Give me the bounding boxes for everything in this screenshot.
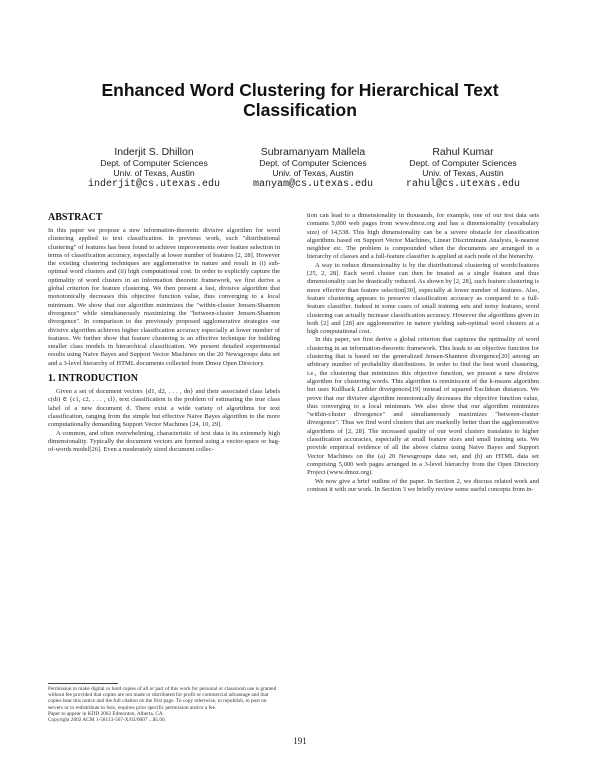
abstract-text: In this paper we propose a new information-theoretic divisive algorithm for word clustering applied to text classification. In previous work, such "distributional clustering" of features has been found to achieve improvements over feature selection in terms of classification accuracy, especially at lower number of features [2, 28]. However the existing clustering techniques are agglomerative in nature and result in (i) sub-optimal word clusters and (ii) high computational cost. In order to explicitly capture the optimality of word clusters in an information theoretic framework, we first derive a global criterion for feature clustering. We then present a fast, divisive algorithm that monotonically decreases this objective function value, thus converging to a local minimum. We show that our algorithm minimizes the "within-cluster Jensen-Shannon divergence" while simultaneously maximizing the "between-cluster Jensen-Shannon divergence". In comparison to the previously proposed agglomerative strategies our divisive algorithm achieves higher classification accuracy especially at lower number of features. We further show that feature clustering is an effective technique for building smaller class models in hierarchical classification. We present detailed experimental results using Naive Bayes and Support Vector Machines on the 20 Newsgroups data set and a 3-level hierarchy of HTML documents collected from Dmoz Open Directory. bbox=[48, 227, 280, 367]
author-univ: Univ. of Texas, Austin bbox=[272, 168, 354, 178]
abstract-heading: ABSTRACT bbox=[48, 212, 103, 223]
author-univ: Univ. of Texas, Austin bbox=[422, 168, 504, 178]
body-paragraph-2: A way to reduce dimensionality is by the distributional clustering of words/features [25, 2, 28]. Each word cluster can then be treated as a single feature and thus dimensionality can be drastically reduced. As shown by [2, 28], such feature clustering is more effective than feature selection[30], especially at lower number of features. Also, feature clustering appears to preserve classification accuracy as compared to a full-feature classifier. Indeed in some cases of small training sets and noisy features, word clustering can actually increase classification accuracy. However the algorithms given in both [2] and [28] are agglomerative in nature yielding sub-optimal word clusters at a high computational cost. bbox=[307, 261, 539, 336]
author-email: rahul@cs.utexas.edu bbox=[405, 179, 520, 190]
author-3 bbox=[406, 146, 520, 191]
author-dept: Dept. of Computer Sciences bbox=[100, 158, 208, 168]
author-1 bbox=[88, 146, 220, 191]
author-email: manyam@cs.utexas.edu bbox=[252, 179, 374, 190]
intro-paragraph-1: Given a set of document vectors {d1, d2, . . . , dn} and their associated class labels c(di) ∈ {c1, c2, . . . , cl}, text classification is the problem of estimating the true class label of a new document d. There exist a wide variety of algorithms for text classification, ranging from the simple but effective Naive Bayes algorithm to the more computationally demanding Support Vector Machines [24, 10, 29]. bbox=[48, 388, 280, 429]
body-paragraph-1: tion can lead to a dimensionality in thousands, for example, one of our test data sets contains 5,000 web pages from www.dmoz.org and has a dimensionality (vocabulary size) of 14,538. This high dimensionality can be a severe obstacle for classification algorithms based on Support Vector Machines, Linear Discriminant Analysis, k-nearest neighbor etc. The problem is compounded when the documents are arranged in a hierarchy of classes and a full-feature classifier is applied at each node of the hierarchy. bbox=[307, 212, 539, 261]
author-name: Inderjit S. Dhillon bbox=[114, 146, 194, 158]
permission-notice: Permission to make digital or hard copies of all or part of this work for personal or classroom use is granted without fee provided that copies are not made or distributed for profit or commercial advantage and that copies bear this notice and the full citation on the first page. To copy otherwise, to republish, to post on servers or to redistribute to lists, requires prior specific permission and/or a fee. bbox=[48, 686, 277, 711]
intro-heading: 1. INTRODUCTION bbox=[48, 373, 139, 385]
body-paragraph-4: We now give a brief outline of the paper. In Section 2, we discuss related work and contrast it with our work. In Section 3 we briefly review some useful concepts from in- bbox=[307, 477, 539, 493]
author-univ: Univ. of Texas, Austin bbox=[113, 168, 195, 178]
venue-notice: Paper to appear in KDD 2002 Edmonton, Alberta, CA. bbox=[48, 710, 165, 717]
author-block bbox=[88, 146, 520, 191]
intro-paragraph-2: A common, and often overwhelming, characteristic of text data is its extremely high dimensionality. Typically the document vectors are formed using a vector-space or bag-of-words model[26]. Even a moderately sized document collec- bbox=[48, 429, 280, 454]
left-column bbox=[48, 212, 280, 454]
footnote-divider bbox=[48, 683, 118, 684]
author-2 bbox=[253, 146, 373, 191]
author-name: Rahul Kumar bbox=[432, 146, 494, 158]
copyright-footnote bbox=[48, 686, 280, 723]
page-number: 191 bbox=[293, 736, 307, 746]
paper-title: Enhanced Word Clustering for Hierarchical Text Classification bbox=[101, 80, 499, 120]
right-column bbox=[307, 212, 539, 494]
copyright-notice: Copyright 2002 ACM 1-58113-567-X/02/0007 ...$5.00. bbox=[48, 717, 166, 724]
author-email: inderjit@cs.utexas.edu bbox=[88, 179, 221, 190]
author-dept: Dept. of Computer Sciences bbox=[259, 158, 367, 168]
author-dept: Dept. of Computer Sciences bbox=[409, 158, 517, 168]
body-paragraph-3: In this paper, we first derive a global criterion that captures the optimality of word clustering in an information-theoretic framework. This leads to an objective function for clustering that is based on the generalized Jensen-Shannon divergence[20] among an arbitrary number of probability distributions. In order to find the best word clustering, i.e., the clustering that minimizes this objective function, we present a new divisive algorithm for clustering words. This algorithm is reminiscent of the k-means algorithm but uses Kullback Leibler divergences[19] instead of squared Euclidean distances. We prove that our divisive algorithm monotonically decreases the objective function value, thus converging to a local minimum. We also show that our algorithm minimizes "within-cluster divergence" and simultaneously maximizes "between-cluster divergence". Thus we find word clusters that are markedly better than the agglomerative algorithms of [2, 28]. The increased quality of our word clusters translates to higher classification accuracies, especially at small feature sizes and small training sets. We provide empirical evidence of all the above claims using Naive Bayes and Support Vector Machines on the (a) 20 Newsgroups data set, and (b) an HTML data set comprising 5,000 web pages arranged in a 3-level hierarchy from the Open Directory Project (www.dmoz.org). bbox=[307, 336, 539, 477]
author-name: Subramanyam Mallela bbox=[260, 146, 366, 158]
